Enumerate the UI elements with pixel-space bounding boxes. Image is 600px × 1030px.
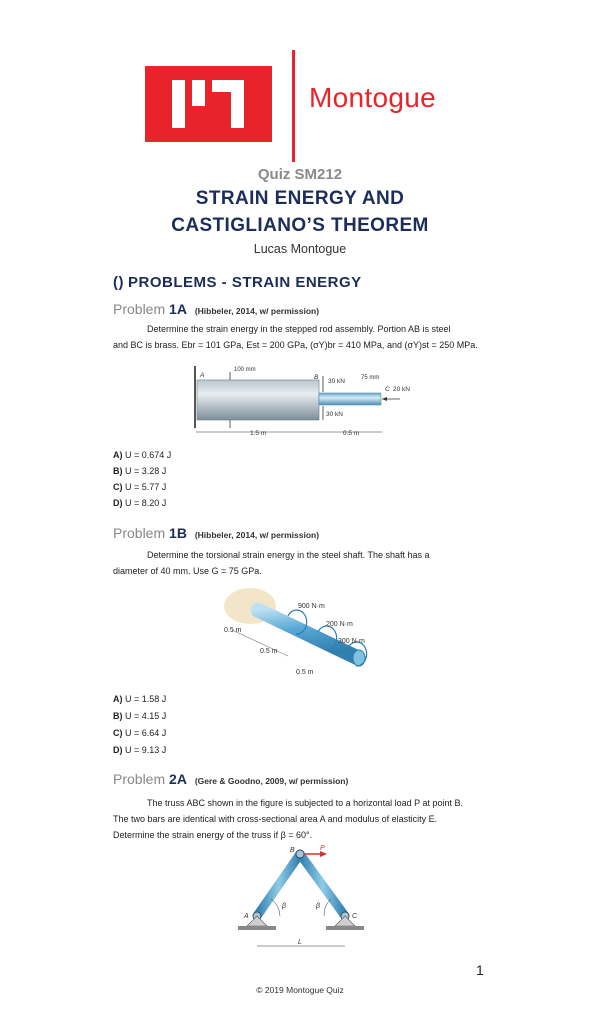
fig-label-c: C [385,386,390,393]
author: Lucas Montogue [253,242,347,256]
fig-torque-200: 200 N·m [326,621,353,628]
fig-label-a: A [244,913,249,920]
fig-label-a: A [200,372,205,379]
problem-1a-figure [190,362,420,437]
answer-option[interactable]: C) U = 6.64 J [113,728,167,738]
problem-2a-figure [232,842,372,954]
problem-source: (Hibbeler, 2014, w/ permission) [194,530,320,540]
pin-support-a [247,916,267,926]
answer-option[interactable]: B) U = 4.15 J [113,711,167,721]
fig-len-1: 0.5 m [224,627,242,634]
fig-label-b: B [314,374,319,381]
problem-1b-text-line1: Determine the torsional strain energy in the steel shaft. The shaft has a [147,550,430,560]
truss-bar-bc [300,854,345,916]
fig-load-c: 20 kN [393,386,410,393]
section-title: PROBLEMS - STRAIN ENERGY [128,274,362,291]
page-number: 1 [476,962,484,978]
answer-option[interactable]: D) U = 9.13 J [113,745,167,755]
logo-mark [145,66,272,142]
answer-option[interactable]: C) U = 5.77 J [113,482,167,492]
problem-1b-heading [113,525,319,541]
problem-2a-heading [113,771,348,787]
problem-1a-text [113,321,491,353]
logo-glyph-icon [145,66,272,142]
fig-len-2: 0.5 m [260,648,278,655]
truss-bar-ab [257,854,300,916]
problem-label: Problem [113,525,166,541]
fig-angle-left: β [282,903,286,910]
answer-option[interactable]: D) U = 8.20 J [113,498,167,508]
answer-option[interactable]: B) U = 3.28 J [113,466,167,476]
fig-dim-right: 75 mm [361,375,380,381]
answer-option[interactable]: A) U = 0.674 J [113,450,172,460]
fig-label-c: C [352,913,358,920]
problem-1b-text [113,547,491,579]
problem-source: (Hibbeler, 2014, w/ permission) [194,306,320,316]
problem-2a-text-line3: Determine the strain energy of the truss if β = 60°. [113,830,313,840]
fig-label-b: B [290,847,295,854]
problem-number: 1A [169,301,187,317]
answer-option[interactable]: A) U = 1.58 J [113,694,167,704]
problem-2a-text-line1: The truss ABC shown in the figure is subjected to a horizontal load P at point B. [147,798,464,808]
rod-segment-ab [197,380,319,420]
fig-len-left: 1.5 m [250,430,267,437]
problem-1b-figure [218,586,398,681]
problem-number: 1B [169,525,187,541]
fig-len-right: 0.5 m [343,430,360,437]
problem-2a-text [113,795,491,843]
problem-1b-text-line2: diameter of 40 mm. Use G = 75 GPa. [113,566,262,576]
rod-segment-bc [319,393,381,405]
problem-1a-text-line2: and BC is brass. Ebr = 101 GPa, Est = 200 GPa, (σY)br = 410 MPa, and (σY)st = 250 MPa. [113,340,478,350]
fig-len-3: 0.5 m [296,669,314,676]
wall-support [194,366,196,428]
fig-label-p: P [320,845,325,852]
footer-copyright: © 2019 Montogue Quiz [256,985,344,995]
section-heading [113,274,362,291]
ground-a [238,926,276,930]
fig-torque-300: 300 N·m [338,638,365,645]
fig-span: L [298,939,302,946]
fig-torque-900: 900 N·m [298,603,325,610]
fig-angle-right: β [316,903,320,910]
section-bullet-icon: () [113,274,124,291]
logo-brand-name: Montogue [309,82,436,113]
problem-label: Problem [113,301,166,317]
logo-divider [292,50,295,162]
fig-load-bottom: 30 kN [326,411,343,418]
problem-2a-text-line2: The two bars are identical with cross-sectional area A and modulus of elasticity E. [113,814,438,824]
fig-load-top: 30 kN [328,378,345,385]
problem-source: (Gere & Goodno, 2009, w/ permission) [194,776,349,786]
fig-dim-top: 100 mm [234,367,256,373]
page-title-line1: STRAIN ENERGY AND [195,188,405,209]
ground-c [326,926,364,930]
problem-number: 2A [169,771,187,787]
problem-1a-text-line1: Determine the strain energy in the stepped rod assembly. Portion AB is steel [147,324,451,334]
page-title-line2: CASTIGLIANO’S THEOREM [171,215,429,236]
joint-b [296,850,304,858]
problem-1a-heading [113,301,319,317]
quiz-code: Quiz SM212 [257,166,343,183]
problem-label: Problem [113,771,166,787]
